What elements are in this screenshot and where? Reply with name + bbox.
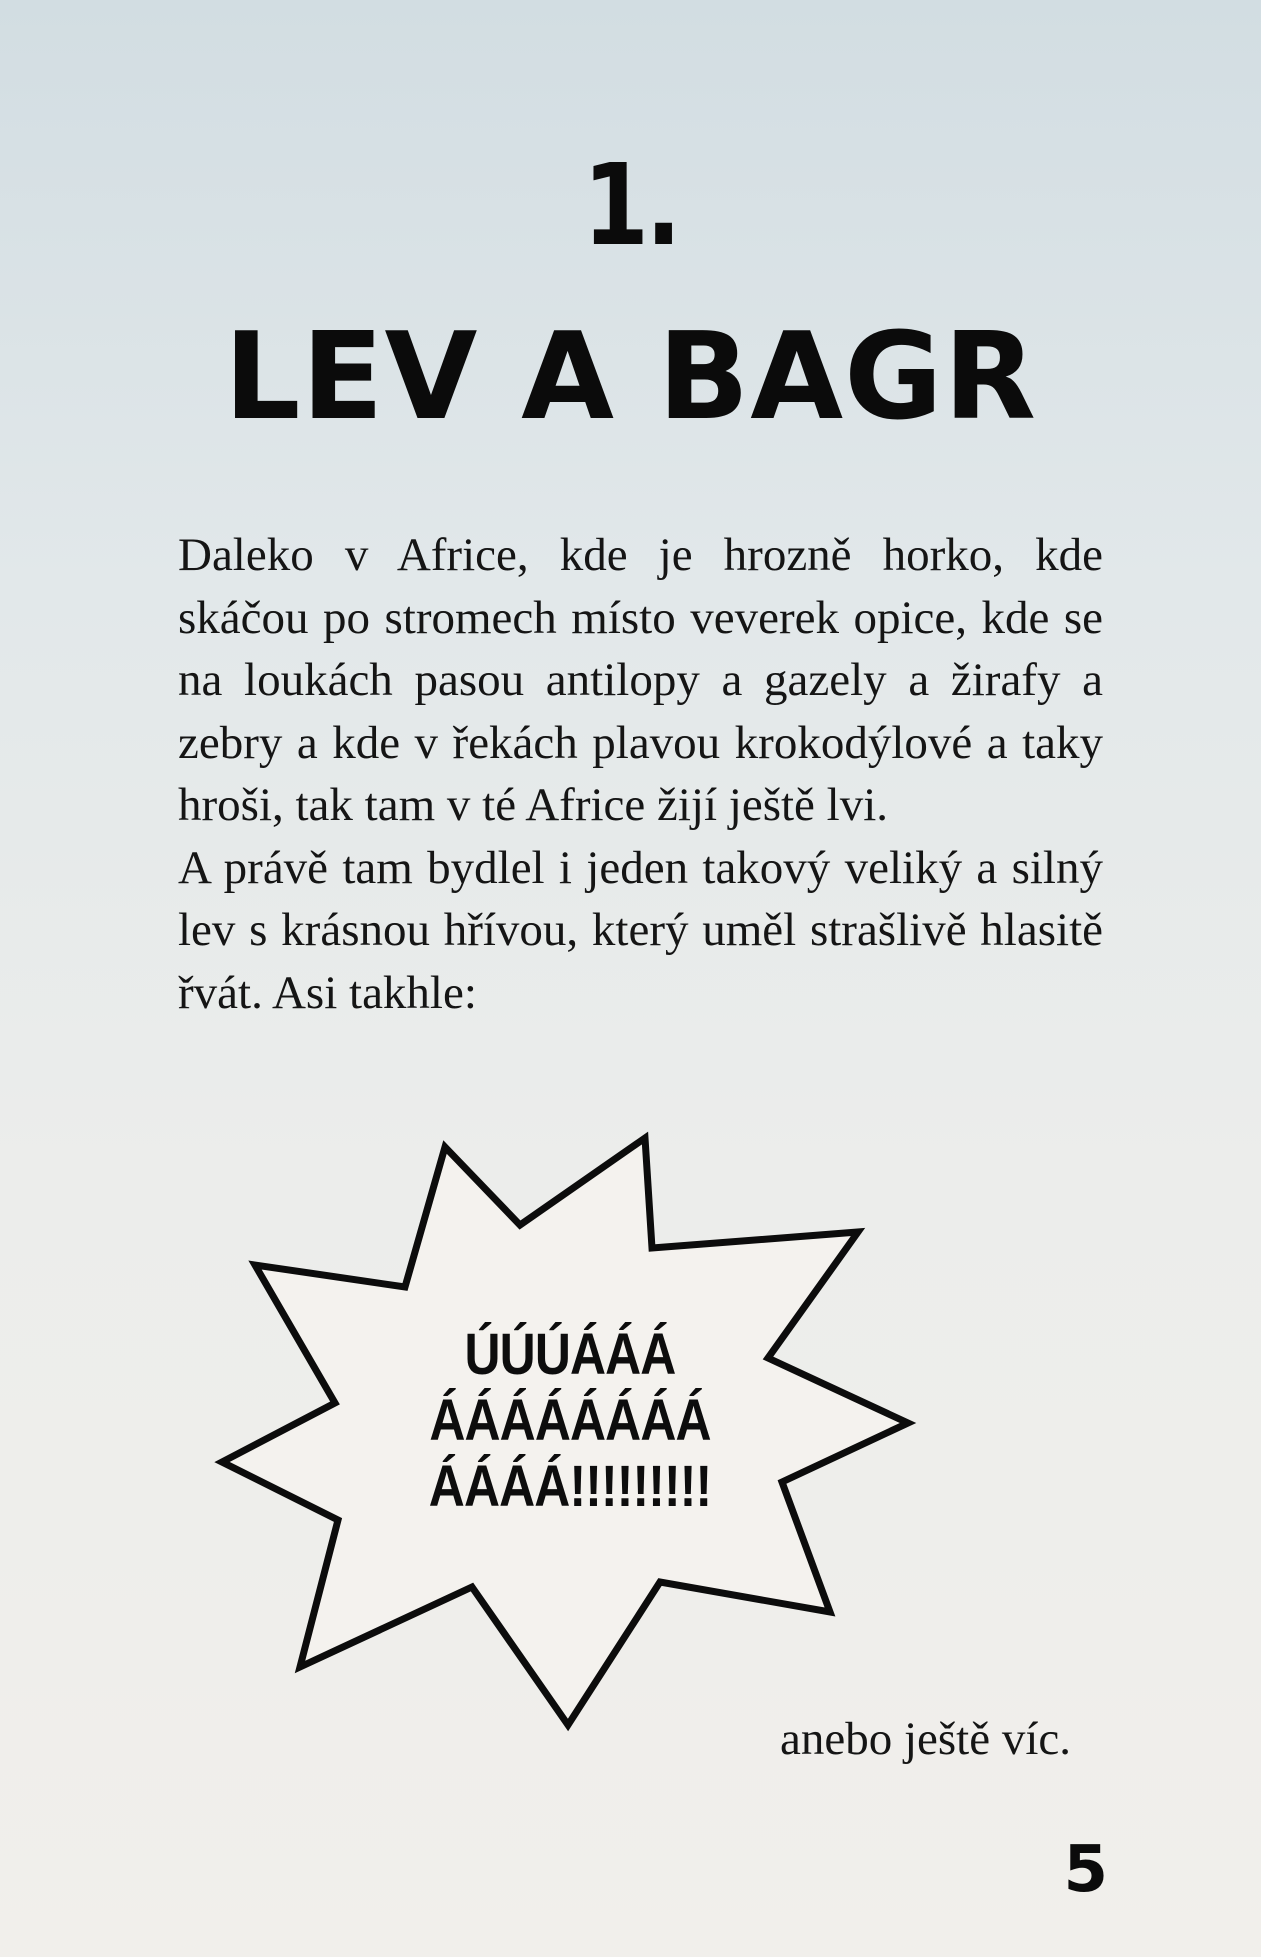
paragraph-2: A právě tam bydlel i jeden takový veliký a silný lev s krásnou hřívou, který uměl strašlivě hlasitě řvát. Asi takhle: xyxy=(178,841,1103,1019)
page-number: 5 xyxy=(1063,1833,1108,1907)
roar-line-1: ÚÚÚÁÁÁ xyxy=(464,1322,676,1387)
chapter-number: 1. xyxy=(582,141,679,271)
after-roar-text: anebo ještě víc. xyxy=(779,1713,1071,1765)
roar-line-3: ÁÁÁÁ!!!!!!!!! xyxy=(428,1454,712,1519)
roar-line-2: ÁÁÁÁÁÁÁÁ xyxy=(429,1388,711,1453)
chapter-title: LEV A BAGR xyxy=(224,308,1037,447)
roar-text xyxy=(370,1322,770,1520)
paragraph-1: Daleko v Africe, kde je hrozně horko, kde skáčou po stromech místo veverek opice, kde se na loukách pasou antilopy a gazely a žirafy a zebry a kde v řekách plavou krokodýlové a taky hroši, tak tam v té Africe žijí ještě lvi. xyxy=(178,529,1103,831)
